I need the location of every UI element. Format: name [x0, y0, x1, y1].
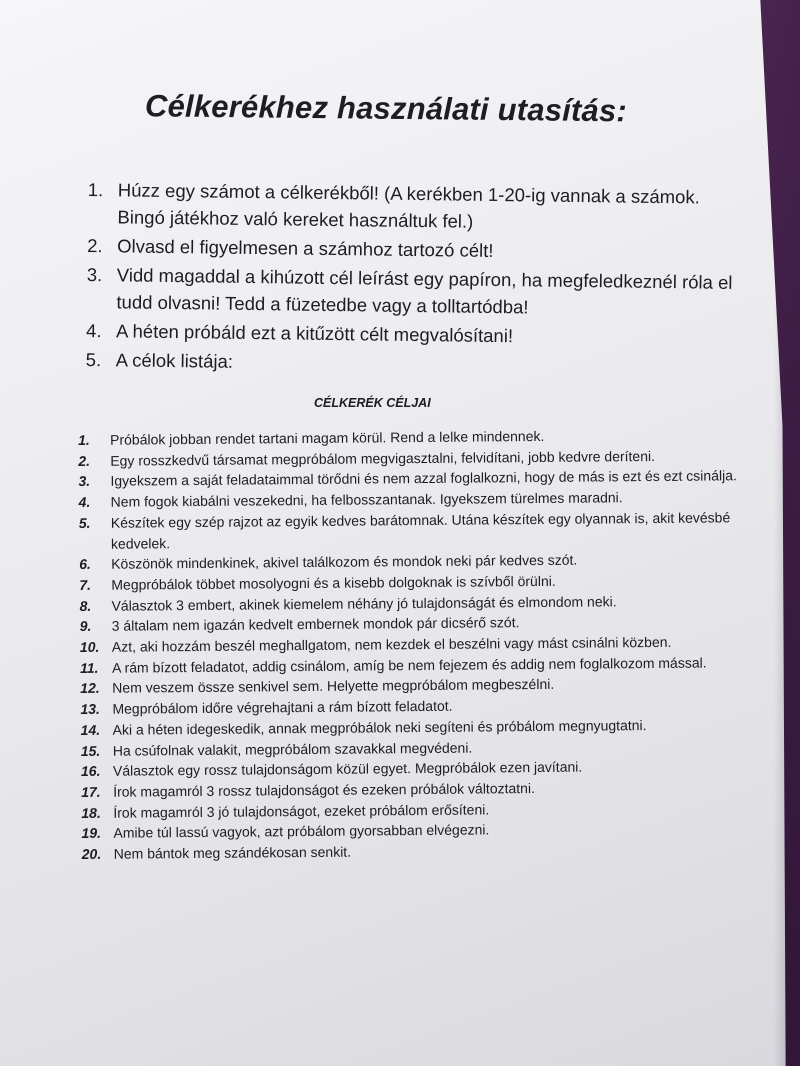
goal-number: 10. — [79, 638, 100, 656]
goal-text: Készítek egy szép rajzot az egyik kedves barátomnak. Utána készítek egy olyannak is, akit kevésbé kedvelek. — [110, 509, 731, 552]
instruction-item — [87, 176, 748, 238]
instruction-text: A héten próbáld ezt a kitűzött célt megvalósítani! — [115, 320, 514, 347]
goal-text: Választok egy rossz tulajdonságom közül egyet. Megpróbálok ezen javítani. — [112, 758, 583, 779]
goal-text: Írok magamról 3 jó tulajdonságot, ezeket próbálom erősíteni. — [113, 801, 490, 821]
goal-number: 13. — [80, 700, 100, 718]
goal-text: A rám bízott feladatot, addig csinálom, amíg be nem fejezem és addig nem foglalkozom mással. — [112, 654, 707, 676]
goal-number: 11. — [80, 659, 99, 676]
goal-text: 3 általam nem igazán kedvelt embernek mondok pár dicsérő szót. — [111, 614, 520, 635]
goal-number: 1. — [78, 431, 90, 448]
goal-number: 8. — [79, 597, 92, 614]
goal-item — [79, 507, 769, 554]
goals-heading: CÉLKERÉK CÉLJAI — [314, 396, 431, 410]
goal-number: 16. — [80, 763, 101, 780]
instruction-number: 2. — [87, 234, 103, 257]
instruction-text: Húzz egy számot a célkerékből! (A kerékben 1-20-ig vannak a számok. Bingó játékhoz való kereket használtuk fel.) — [117, 179, 700, 232]
goal-text: Köszönök mindenkinek, akivel találkozom és mondok neki pár kedves szót. — [111, 551, 578, 572]
instruction-number: 1. — [87, 178, 104, 201]
goal-text: Egy rosszkedvű társamat megpróbálom megvigasztalni, felvidítani, jobb kedvre deríteni. — [110, 447, 656, 469]
instruction-text: Olvasd el figyelmesen a számhoz tartozó célt! — [117, 235, 494, 261]
goal-text: Nem fogok kiabálni veszekedni, ha felbosszantanak. Igyekszem türelmes maradni. — [110, 489, 623, 510]
goal-number: 15. — [80, 742, 101, 759]
goal-text: Igyekszem a saját feladataimmal törődni és nem azzal foglalkozni, hogy de más is ezt és ezt csinálja. — [110, 467, 737, 490]
goals-list — [78, 424, 772, 865]
goal-number: 4. — [78, 494, 91, 511]
goal-text: Nem bántok meg szándékosan senkit. — [113, 843, 352, 862]
goal-text: Nem veszem össze senkivel sem. Helyette megpróbálom megbeszélni. — [112, 676, 555, 697]
instruction-text: Vidd magaddal a kihúzott cél leírást egy papíron, ha megfeledkeznél róla el tudd olvasni! Tedd a füzetedbe vagy a tolltartódba! — [116, 264, 733, 318]
goal-number: 20. — [81, 845, 102, 863]
goal-number: 7. — [79, 576, 92, 593]
goal-number: 2. — [78, 452, 91, 469]
goal-number: 3. — [78, 473, 91, 490]
goal-text: Próbálok jobban rendet tartani magam körül. Rend a lelke mindennek. — [110, 427, 545, 448]
instruction-text: A célok listája: — [115, 349, 234, 372]
goal-number: 5. — [78, 514, 91, 531]
goal-number: 18. — [81, 804, 101, 821]
goal-number: 12. — [80, 680, 100, 697]
document-title: Célkerékhez használati utasítás: — [144, 88, 628, 129]
instruction-item — [86, 346, 746, 381]
goal-text: Azt, aki hozzám beszél meghallgatom, nem kezdek el beszélni vagy mást csinálni közben. — [111, 633, 672, 655]
goal-number: 9. — [79, 618, 92, 635]
instruction-number: 3. — [86, 263, 103, 286]
instruction-item — [86, 261, 747, 323]
instruction-number: 4. — [85, 319, 102, 342]
goal-number: 14. — [80, 721, 101, 738]
goal-text: Írok magamról 3 rossz tulajdonságot és ezeken próbálok változtatni. — [113, 779, 535, 800]
goal-number: 17. — [81, 783, 101, 800]
goal-text: Megpróbálom időre végrehajtani a rám bízott feladatot. — [112, 697, 453, 717]
goal-number: 6. — [79, 556, 91, 573]
instructions-list — [86, 176, 748, 383]
goal-text: Amibe túl lassú vagyok, azt próbálom gyorsabban elvégezni. — [113, 821, 490, 842]
goal-text: Aki a héten idegeskedik, annak megpróbálok neki segíteni és próbálom megnyugtatni. — [112, 716, 647, 738]
goal-text: Ha csúfolnak valakit, megpróbálom szavakkal megvédeni. — [112, 739, 473, 759]
goal-text: Választok 3 embert, akinek kiemelem néhány jó tulajdonságát és elmondom neki. — [111, 592, 617, 614]
goal-text: Megpróbálok többet mosolyogni és a kisebb dolgoknak is szívből örülni. — [111, 572, 556, 593]
instruction-number: 5. — [85, 348, 102, 371]
goal-number: 19. — [81, 825, 102, 842]
